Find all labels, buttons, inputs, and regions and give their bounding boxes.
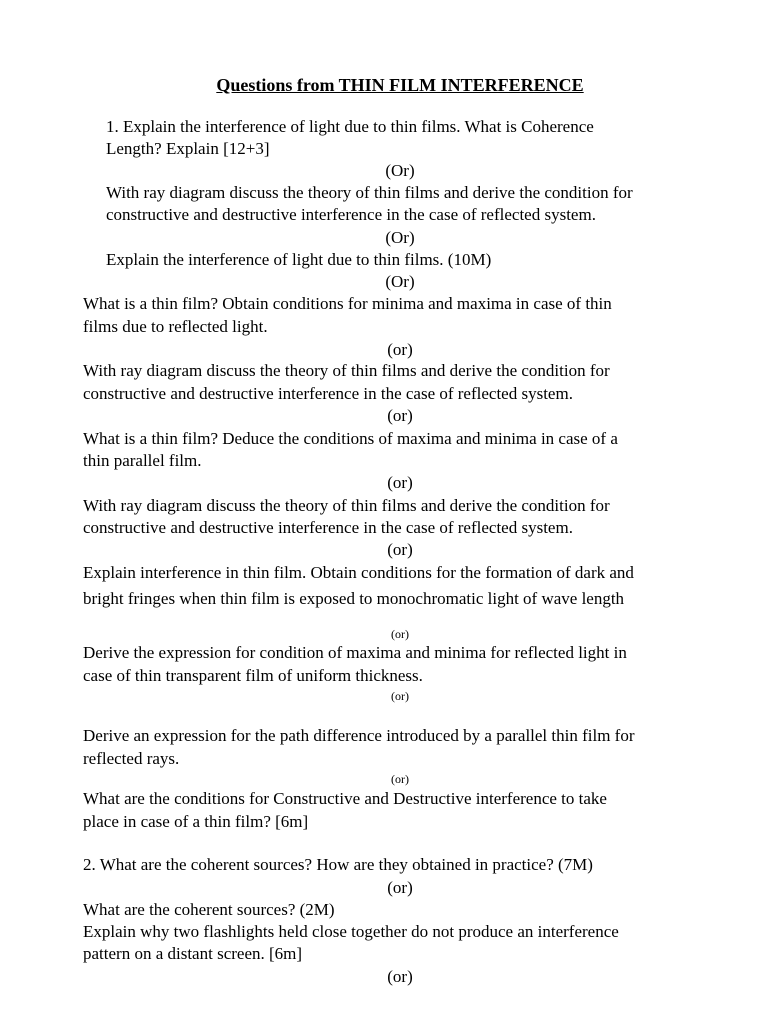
text-line: bright fringes when thin film is exposed to monochromatic light of wave length (83, 589, 625, 608)
or-separator: (Or) (385, 228, 415, 247)
text-line: reflected rays. (83, 749, 180, 768)
text-line: Explain the interference of light due to thin films. (10M) (106, 250, 492, 269)
text-line: place in case of a thin film? [6m] (83, 812, 309, 831)
or-separator: (or) (391, 689, 409, 703)
text-line: constructive and destructive interference in the case of reflected system. (106, 205, 596, 224)
or-separator: (or) (387, 340, 413, 359)
text-line: constructive and destructive interference in the case of reflected system. (83, 384, 573, 403)
or-separator: (or) (391, 627, 409, 641)
or-separator: (or) (387, 473, 413, 492)
page-title: Questions from THIN FILM INTERFERENCE (216, 75, 584, 95)
or-separator: (or) (391, 772, 409, 786)
text-line: With ray diagram discuss the theory of thin films and derive the condition for (106, 183, 633, 202)
or-separator: (or) (387, 406, 413, 425)
text-line: Explain interference in thin film. Obtain conditions for the formation of dark and (83, 563, 634, 582)
text-line: Explain why two flashlights held close together do not produce an interference (83, 922, 619, 941)
or-separator: (or) (387, 967, 413, 986)
text-line: constructive and destructive interference in the case of reflected system. (83, 518, 573, 537)
text-line: What is a thin film? Deduce the conditions of maxima and minima in case of a (83, 429, 618, 448)
text-line: What are the conditions for Constructive and Destructive interference to take (83, 789, 607, 808)
or-separator: (or) (387, 878, 413, 897)
text-line: With ray diagram discuss the theory of thin films and derive the condition for (83, 361, 610, 380)
text-line: What is a thin film? Obtain conditions for minima and maxima in case of thin (83, 294, 612, 313)
text-line: Derive the expression for condition of maxima and minima for reflected light in (83, 643, 627, 662)
text-line: Length? Explain [12+3] (106, 139, 270, 158)
text-line: What are the coherent sources? (2M) (83, 900, 335, 919)
text-line: 2. What are the coherent sources? How are they obtained in practice? (7M) (83, 855, 593, 874)
text-line: 1. Explain the interference of light due to thin films. What is Coherence (106, 117, 594, 136)
text-line: Derive an expression for the path difference introduced by a parallel thin film for (83, 726, 635, 745)
or-separator: (or) (387, 540, 413, 559)
text-line: thin parallel film. (83, 451, 202, 470)
or-separator: (Or) (385, 161, 415, 180)
text-line: With ray diagram discuss the theory of thin films and derive the condition for (83, 496, 610, 515)
text-line: films due to reflected light. (83, 317, 268, 336)
or-separator: (Or) (385, 272, 415, 291)
text-line: case of thin transparent film of uniform thickness. (83, 666, 423, 685)
text-line: pattern on a distant screen. [6m] (83, 944, 303, 963)
